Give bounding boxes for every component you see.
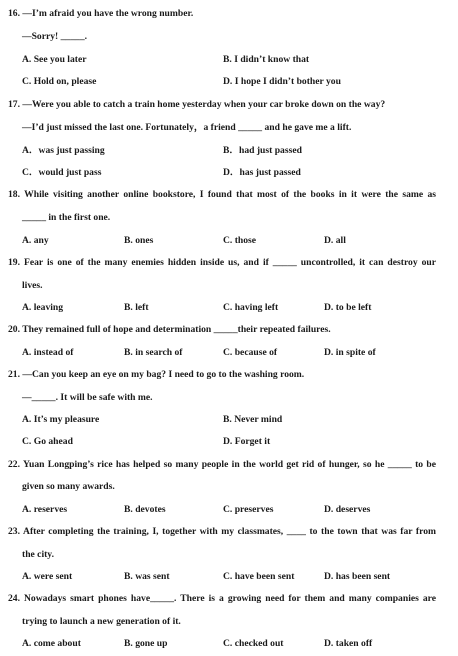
question-24-stem: 24. Nowadays smart phones have_____. There is a growing need for them and many companies are [8, 593, 436, 604]
question-17-stem: 17. —Were you able to catch a train home yesterday when your car broke down on the way? [8, 99, 386, 110]
question-23-option-b: B. was sent [124, 571, 170, 582]
question-18-option-d: D. all [324, 235, 346, 246]
question-20-option-b: B. in search of [124, 347, 183, 358]
question-19-option-b: B. left [124, 302, 149, 313]
question-16-option-d: D. I hope I didn’t bother you [223, 76, 341, 87]
question-21-option-b: B. Never mind [223, 414, 283, 425]
question-19-stem-continued: lives. [22, 280, 43, 291]
question-18-stem: 18. While visiting another online bookstore, I found that most of the books in it were the same as [8, 189, 436, 200]
question-20-stem: 20. They remained full of hope and determination _____their repeated failures. [8, 324, 331, 335]
question-22-option-a: A. reserves [22, 504, 68, 515]
question-16-option-a: A. See you later [22, 54, 87, 65]
question-17-option-d: D．has just passed [223, 167, 301, 178]
question-23-stem-continued: the city. [22, 549, 54, 560]
question-22-option-d: D. deserves [324, 504, 371, 515]
question-16-stem: 16. —I’m afraid you have the wrong number. [8, 8, 194, 19]
question-24-stem-continued: trying to launch a new generation of it. [22, 616, 181, 627]
question-23-option-c: C. have been sent [223, 571, 295, 582]
question-16-dialogue: —Sorry! _____. [22, 31, 88, 42]
question-23-option-d: D. has been sent [324, 571, 391, 582]
question-19-option-a: A. leaving [22, 302, 64, 313]
question-17-dialogue: —I’d just missed the last one. Fortunately，a friend _____ and he gave me a lift. [22, 122, 352, 133]
question-21-option-d: D. Forget it [223, 436, 271, 447]
question-23-stem: 23. After completing the training, I, together with my classmates, ____ to the town that was far from [8, 526, 436, 537]
question-22-stem-continued: given so many awards. [22, 481, 115, 492]
question-16-option-c: C. Hold on, please [22, 76, 97, 87]
question-22-option-b: B. devotes [124, 504, 166, 515]
question-18-option-a: A. any [22, 235, 49, 246]
question-18-option-c: C. those [223, 235, 257, 246]
question-17-option-c: C．would just pass [22, 167, 102, 178]
question-21-option-a: A. It’s my pleasure [22, 414, 100, 425]
question-24-option-a: A. come about [22, 638, 81, 649]
question-21-stem: 21. —Can you keep an eye on my bag? I need to go to the washing room. [8, 369, 305, 380]
question-21-option-c: C. Go ahead [22, 436, 73, 447]
question-18-option-b: B. ones [124, 235, 154, 246]
question-22-stem: 22. Yuan Longping’s rice has helped so many people in the world get rid of hunger, so he _____ to be [8, 459, 436, 470]
question-20-option-c: C. because of [223, 347, 278, 358]
question-17-option-b: B．had just passed [223, 145, 302, 156]
question-17-option-a: A．was just passing [22, 145, 105, 156]
question-24-option-b: B. gone up [124, 638, 168, 649]
question-21-dialogue: —_____. It will be safe with me. [22, 392, 153, 403]
question-19-stem: 19. Fear is one of the many enemies hidden inside us, and if _____ uncontrolled, it can destroy our [8, 257, 436, 268]
question-19-option-c: C. having left [223, 302, 279, 313]
question-23-option-a: A. were sent [22, 571, 73, 582]
question-18-stem-continued: _____ in the first one. [22, 212, 111, 223]
question-22-option-c: C. preserves [223, 504, 274, 515]
question-24-option-c: C. checked out [223, 638, 284, 649]
question-24-option-d: D. taken off [324, 638, 373, 649]
question-19-option-d: D. to be left [324, 302, 372, 313]
question-16-option-b: B. I didn’t know that [223, 54, 310, 65]
question-20-option-d: D. in spite of [324, 347, 376, 358]
question-20-option-a: A. instead of [22, 347, 74, 358]
